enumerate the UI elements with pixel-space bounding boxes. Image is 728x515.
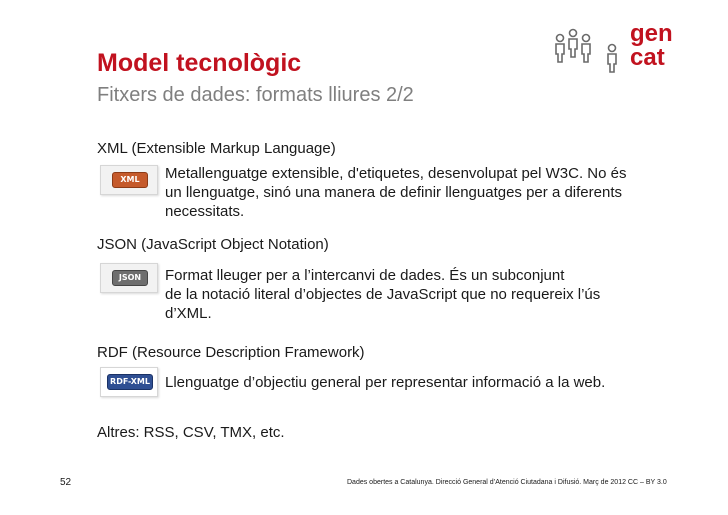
rdf-description <box>165 373 665 392</box>
json-heading: JSON (JavaScript Object Notation) <box>97 236 329 253</box>
page-number: 52 <box>60 477 72 488</box>
others-text: Altres: RSS, CSV, TMX, etc. <box>97 424 285 441</box>
json-description <box>165 266 665 323</box>
rdf-badge <box>100 367 158 397</box>
logo-text-cat: cat <box>630 44 665 71</box>
logo-text-gen: gen <box>630 20 673 47</box>
rdf-badge-label: RDF-XML <box>107 374 153 390</box>
xml-badge <box>100 165 158 195</box>
json-badge-label: JSON <box>112 270 148 286</box>
json-desc-line: de la notació literal d’objectes de JavaScript que no requereix l’ús <box>165 286 601 303</box>
rdf-heading: RDF (Resource Description Framework) <box>97 344 365 361</box>
slide-title: Model tecnològic <box>97 49 302 77</box>
json-badge <box>100 263 158 293</box>
xml-desc-line: Metallenguatge extensible, d'etiquetes, desenvolupat pel W3C. No és <box>165 165 627 182</box>
xml-desc-line: un llenguatge, sinó una manera de definir llenguatges per a diferents <box>165 184 622 201</box>
xml-description <box>165 164 665 221</box>
gencat-logo <box>546 20 678 78</box>
json-desc-line: Format lleuger per a l’intercanvi de dades. És un subconjunt <box>165 267 565 284</box>
people-icon <box>546 24 626 76</box>
slide-subtitle: Fitxers de dades: formats lliures 2/2 <box>97 84 414 106</box>
rdf-desc-line: Llenguatge d’objectiu general per representar informació a la web. <box>165 374 606 391</box>
xml-heading: XML (Extensible Markup Language) <box>97 140 336 157</box>
xml-desc-line: necessitats. <box>165 203 245 220</box>
xml-badge-label: XML <box>112 172 148 188</box>
footer-credit: Dades obertes a Catalunya. Direcció General d’Atenció Ciutadana i Difusió. Març de 2012 CC – BY 3.0 <box>347 479 667 486</box>
json-desc-line: d’XML. <box>165 305 212 322</box>
